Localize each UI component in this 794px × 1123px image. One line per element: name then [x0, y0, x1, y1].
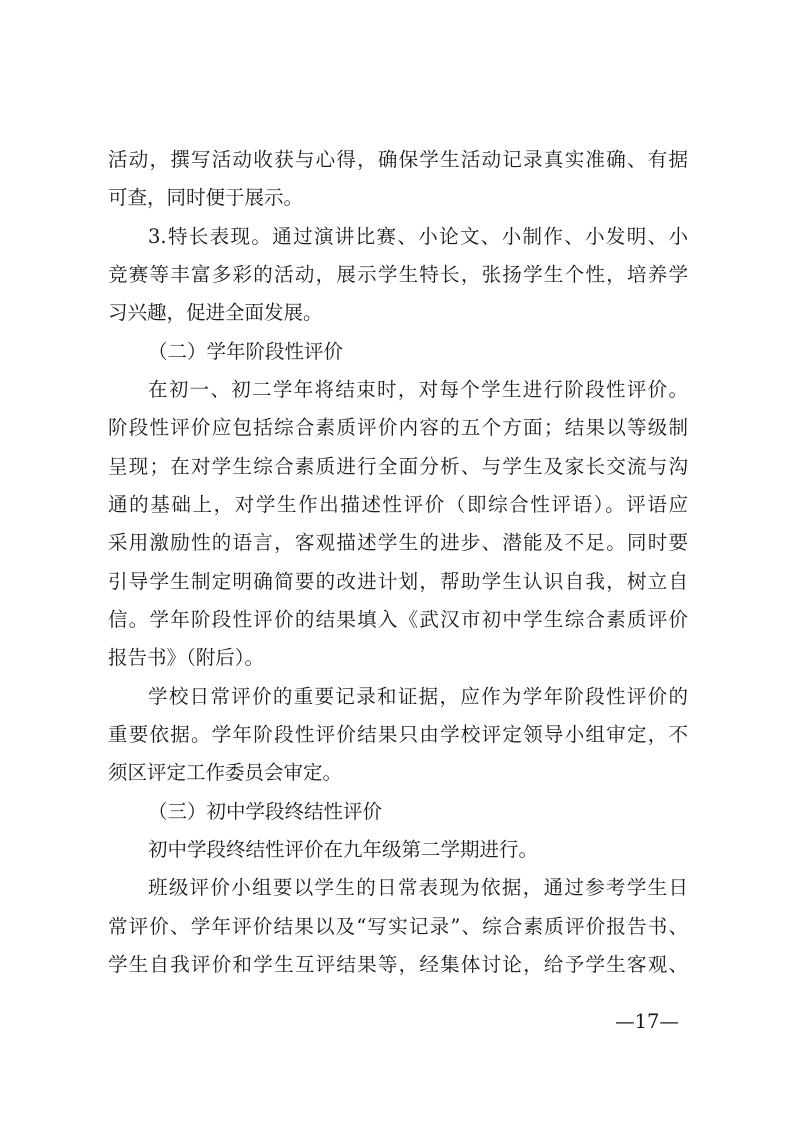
text-line: 信。学年阶段性评价的结果填入《武汉市初中学生综合素质评价: [108, 607, 688, 631]
text-line: 竞赛等丰富多彩的活动，展示学生特长，张扬学生个性，培养学: [108, 262, 688, 286]
text-line: 引导学生制定明确简要的改进计划，帮助学生认识自我，树立自: [108, 569, 688, 593]
text-line: 学校日常评价的重要记录和证据，应作为学年阶段性评价的: [148, 684, 688, 708]
section-heading: （三）初中学段终结性评价: [148, 799, 383, 823]
text-line: 学生自我评价和学生互评结果等，经集体讨论，给予学生客观、: [108, 952, 688, 976]
page-number: —17—: [615, 1010, 679, 1033]
text-line: 习兴趣，促进全面发展。: [108, 301, 323, 325]
text-line: 在初一、初二学年将结束时，对每个学生进行阶段性评价。: [148, 377, 688, 401]
text-line: 班级评价小组要以学生的日常表现为依据，通过参考学生日: [148, 876, 688, 900]
text-line: 通的基础上，对学生作出描述性评价（即综合性评语）。评语应: [108, 492, 688, 516]
text-line: 可查，同时便于展示。: [108, 186, 304, 210]
text-line: 初中学段终结性评价在九年级第二学期进行。: [148, 837, 539, 861]
section-heading: （二）学年阶段性评价: [148, 339, 344, 363]
text-line: 3.特长表现。通过演讲比赛、小论文、小制作、小发明、小: [148, 224, 688, 248]
text-line: 呈现；在对学生综合素质进行全面分析、与学生及家长交流与沟: [108, 454, 688, 478]
text-line: 报告书》（附后）。: [108, 646, 265, 670]
document-body: [108, 141, 688, 984]
text-line: 采用激励性的语言，客观描述学生的进步、潜能及不足。同时要: [108, 531, 688, 555]
text-line: 重要依据。学年阶段性评价结果只由学校评定领导小组审定，不: [108, 722, 688, 746]
text-line: 须区评定工作委员会审定。: [108, 761, 343, 785]
text-line: 常评价、学年评价结果以及“写实记录”、综合素质评价报告书、: [108, 914, 688, 938]
text-line: 活动，撰写活动收获与心得，确保学生活动记录真实准确、有据: [108, 148, 688, 171]
text-line: 阶段性评价应包括综合素质评价内容的五个方面；结果以等级制: [108, 416, 688, 440]
